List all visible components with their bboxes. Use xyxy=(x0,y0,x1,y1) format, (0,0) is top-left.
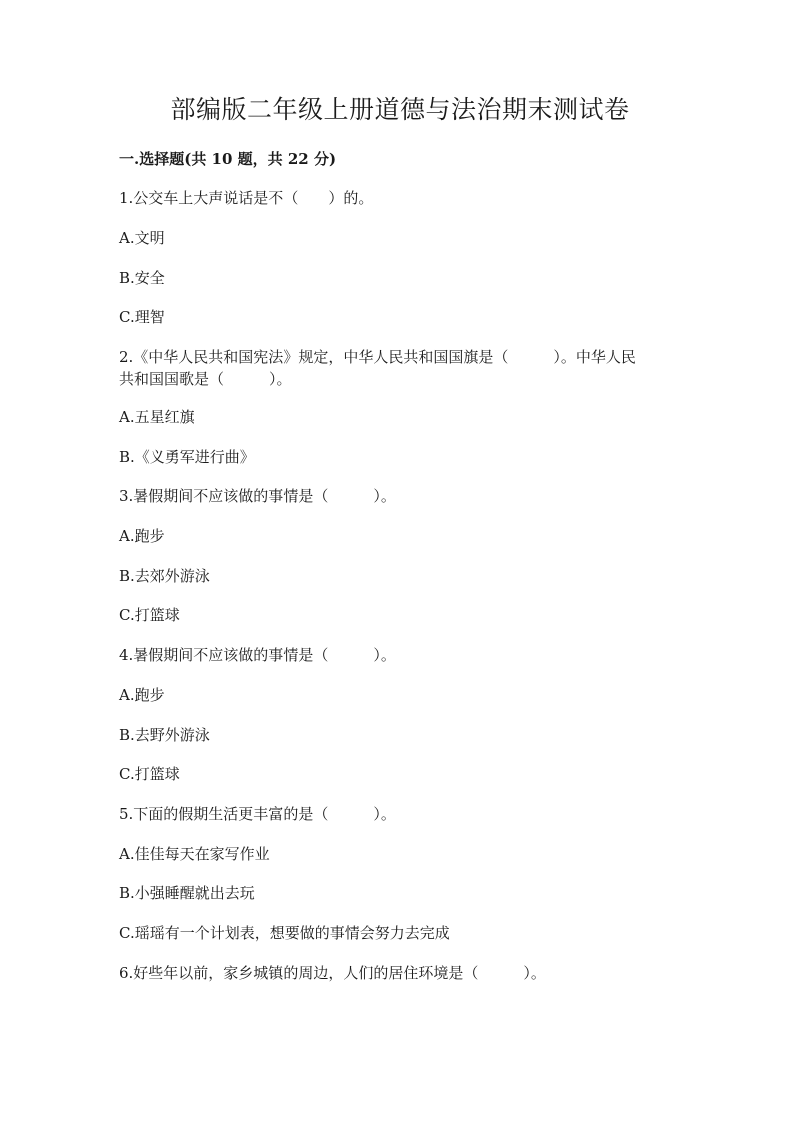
question-3-option-a: A.跑步 xyxy=(119,527,165,545)
question-3-option-b: B.去郊外游泳 xyxy=(119,567,210,585)
question-2-option-a: A.五星红旗 xyxy=(119,408,195,426)
question-4-option-b: B.去野外游泳 xyxy=(119,726,210,744)
question-1-option-b: B.安全 xyxy=(119,269,165,287)
question-6-stem: 6.好些年以前，家乡城镇的周边，人们的居住环境是（ ）。 xyxy=(119,964,546,982)
question-4-stem: 4.暑假期间不应该做的事情是（ ）。 xyxy=(119,646,396,664)
question-1-option-c: C.理智 xyxy=(119,308,165,326)
question-1-option-a: A.文明 xyxy=(119,229,165,247)
question-2-option-b: B.《义勇军进行曲》 xyxy=(119,448,255,466)
question-5-option-b: B.小强睡醒就出去玩 xyxy=(119,884,255,902)
section-heading: 一.选择题(共 10 题，共 22 分) xyxy=(119,150,337,168)
question-1-stem: 1.公交车上大声说话是不（ ）的。 xyxy=(119,189,374,207)
question-4-option-a: A.跑步 xyxy=(119,686,165,704)
question-2-stem-line-2: 共和国国歌是（ ）。 xyxy=(119,370,292,388)
question-5-stem: 5.下面的假期生活更丰富的是（ ）。 xyxy=(119,805,396,823)
question-5-option-a: A.佳佳每天在家写作业 xyxy=(119,845,270,863)
question-3-option-c: C.打篮球 xyxy=(119,606,180,624)
question-2-stem-line-1: 2.《中华人民共和国宪法》规定，中华人民共和国国旗是（ ）。中华人民 xyxy=(119,348,636,366)
exam-title: 部编版二年级上册道德与法治期末测试卷 xyxy=(170,95,630,124)
question-4-option-c: C.打篮球 xyxy=(119,765,180,783)
question-3-stem: 3.暑假期间不应该做的事情是（ ）。 xyxy=(119,487,396,505)
question-5-option-c: C.瑶瑶有一个计划表，想要做的事情会努力去完成 xyxy=(119,924,450,942)
